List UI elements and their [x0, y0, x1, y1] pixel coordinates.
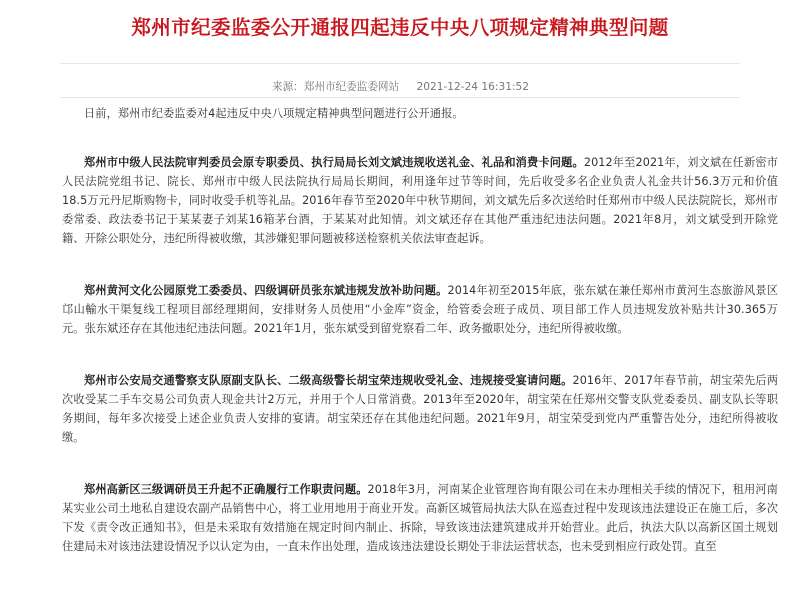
article-meta: [268, 79, 529, 94]
case-paragraph: [62, 281, 778, 338]
article-body: [62, 104, 778, 589]
source-link[interactable]: 郑州市纪委监委网站: [303, 81, 400, 93]
intro-paragraph: 日前，郑州市纪委监委对4起违反中央八项规定精神典型问题进行公开通报。: [84, 107, 464, 120]
case-heading: 郑州高新区三级调研员王升起不正确履行工作职责问题。: [84, 483, 368, 496]
case-text: 2018年3月，河南某企业管理咨询有限公司在未办理相关手续的情况下，租用河南某实业公司土地私自建设农副产品销售中心，将工业用地用于商业开发。高新区城管局执法大队在巡查过程中发现该违法建设正在施工后，多次下发《责令改正通知书》，但是未采取有效措施在规定时间内制止、拆除，导致该违法建筑建成并开始营业。此后，执法大队以高新区国土规划住建局未对该违法建设情况予以认定为由，一直未作出处理，造成该违法建设长期处于非法运营状态，也未受到相应行政处罚。直至: [62, 483, 778, 553]
case-paragraph: [62, 371, 778, 447]
case-heading: 郑州黄河文化公园原党工委委员、四级调研员张东斌违规发放补助问题。: [84, 284, 448, 297]
source-label: 来源：: [271, 81, 304, 93]
case-text: 2012年至2021年，刘文斌在任新密市人民法院党组书记、院长、郑州市中级人民法院执行局局长期间，利用逢年过节等时间，先后收受多名企业负责人礼金共计56.3万元和价值18.5万元丹尼斯购物卡，同时收受手机等礼品。2016年春节至2020年中秋节期间，刘文斌先后多次送给时任郑州市中级人民法院院长，郑州市委常委、政法委书记于某某妻子刘某16箱茅台酒，于某某对此知情。刘文斌还存在其他严重违纪违法问题。2021年8月，刘文斌受到开除党籍、开除公职处分，违纪所得被收缴，其涉嫌犯罪问题被移送检察机关依法审查起诉。: [62, 156, 778, 245]
case-text: 2016年、2017年春节前，胡宝荣先后两次收受某二手车交易公司负责人现金共计2万元，并用于个人日常消费。2013年至2020年，胡宝荣在任郑州交警支队党委委员、副支队长等职务期间，每年多次接受上述企业负责人安排的宴请。胡宝荣还存在其他违纪问题。2021年9月，胡宝荣受到党内严重警告处分，违纪所得被收缴。: [62, 374, 778, 444]
case-paragraph: [62, 480, 778, 556]
article-title: 郑州市纪委监委公开通报四起违反中央八项规定精神典型问题: [131, 16, 669, 39]
title-divider: [60, 63, 740, 64]
case-text: 2014年初至2015年底，张东斌在兼任郑州市黄河生态旅游风景区邙山輸水干渠复线工程项目部经理期间，安排财务人员使用“小金库”资金，给管委会班子成员、项目部工作人员违规发放补贴共计30.365万元。张东斌还存在其他违纪违法问题。2021年1月，张东斌受到留党察看二年、政务撤职处分，违纪所得被收缴。: [62, 284, 778, 335]
publish-date: 2021-12-24 16:31:52: [416, 81, 529, 93]
case-paragraph: [62, 153, 778, 248]
case-heading: 郑州市中级人民法院审判委员会原专职委员、执行局局长刘文斌违规收送礼金、礼品和消费卡问题。: [84, 156, 584, 169]
meta-divider: [60, 97, 740, 98]
case-heading: 郑州市公安局交通警察支队原副支队长、二级高级警长胡宝荣违规收受礼金、违规接受宴请问题。: [84, 374, 573, 387]
